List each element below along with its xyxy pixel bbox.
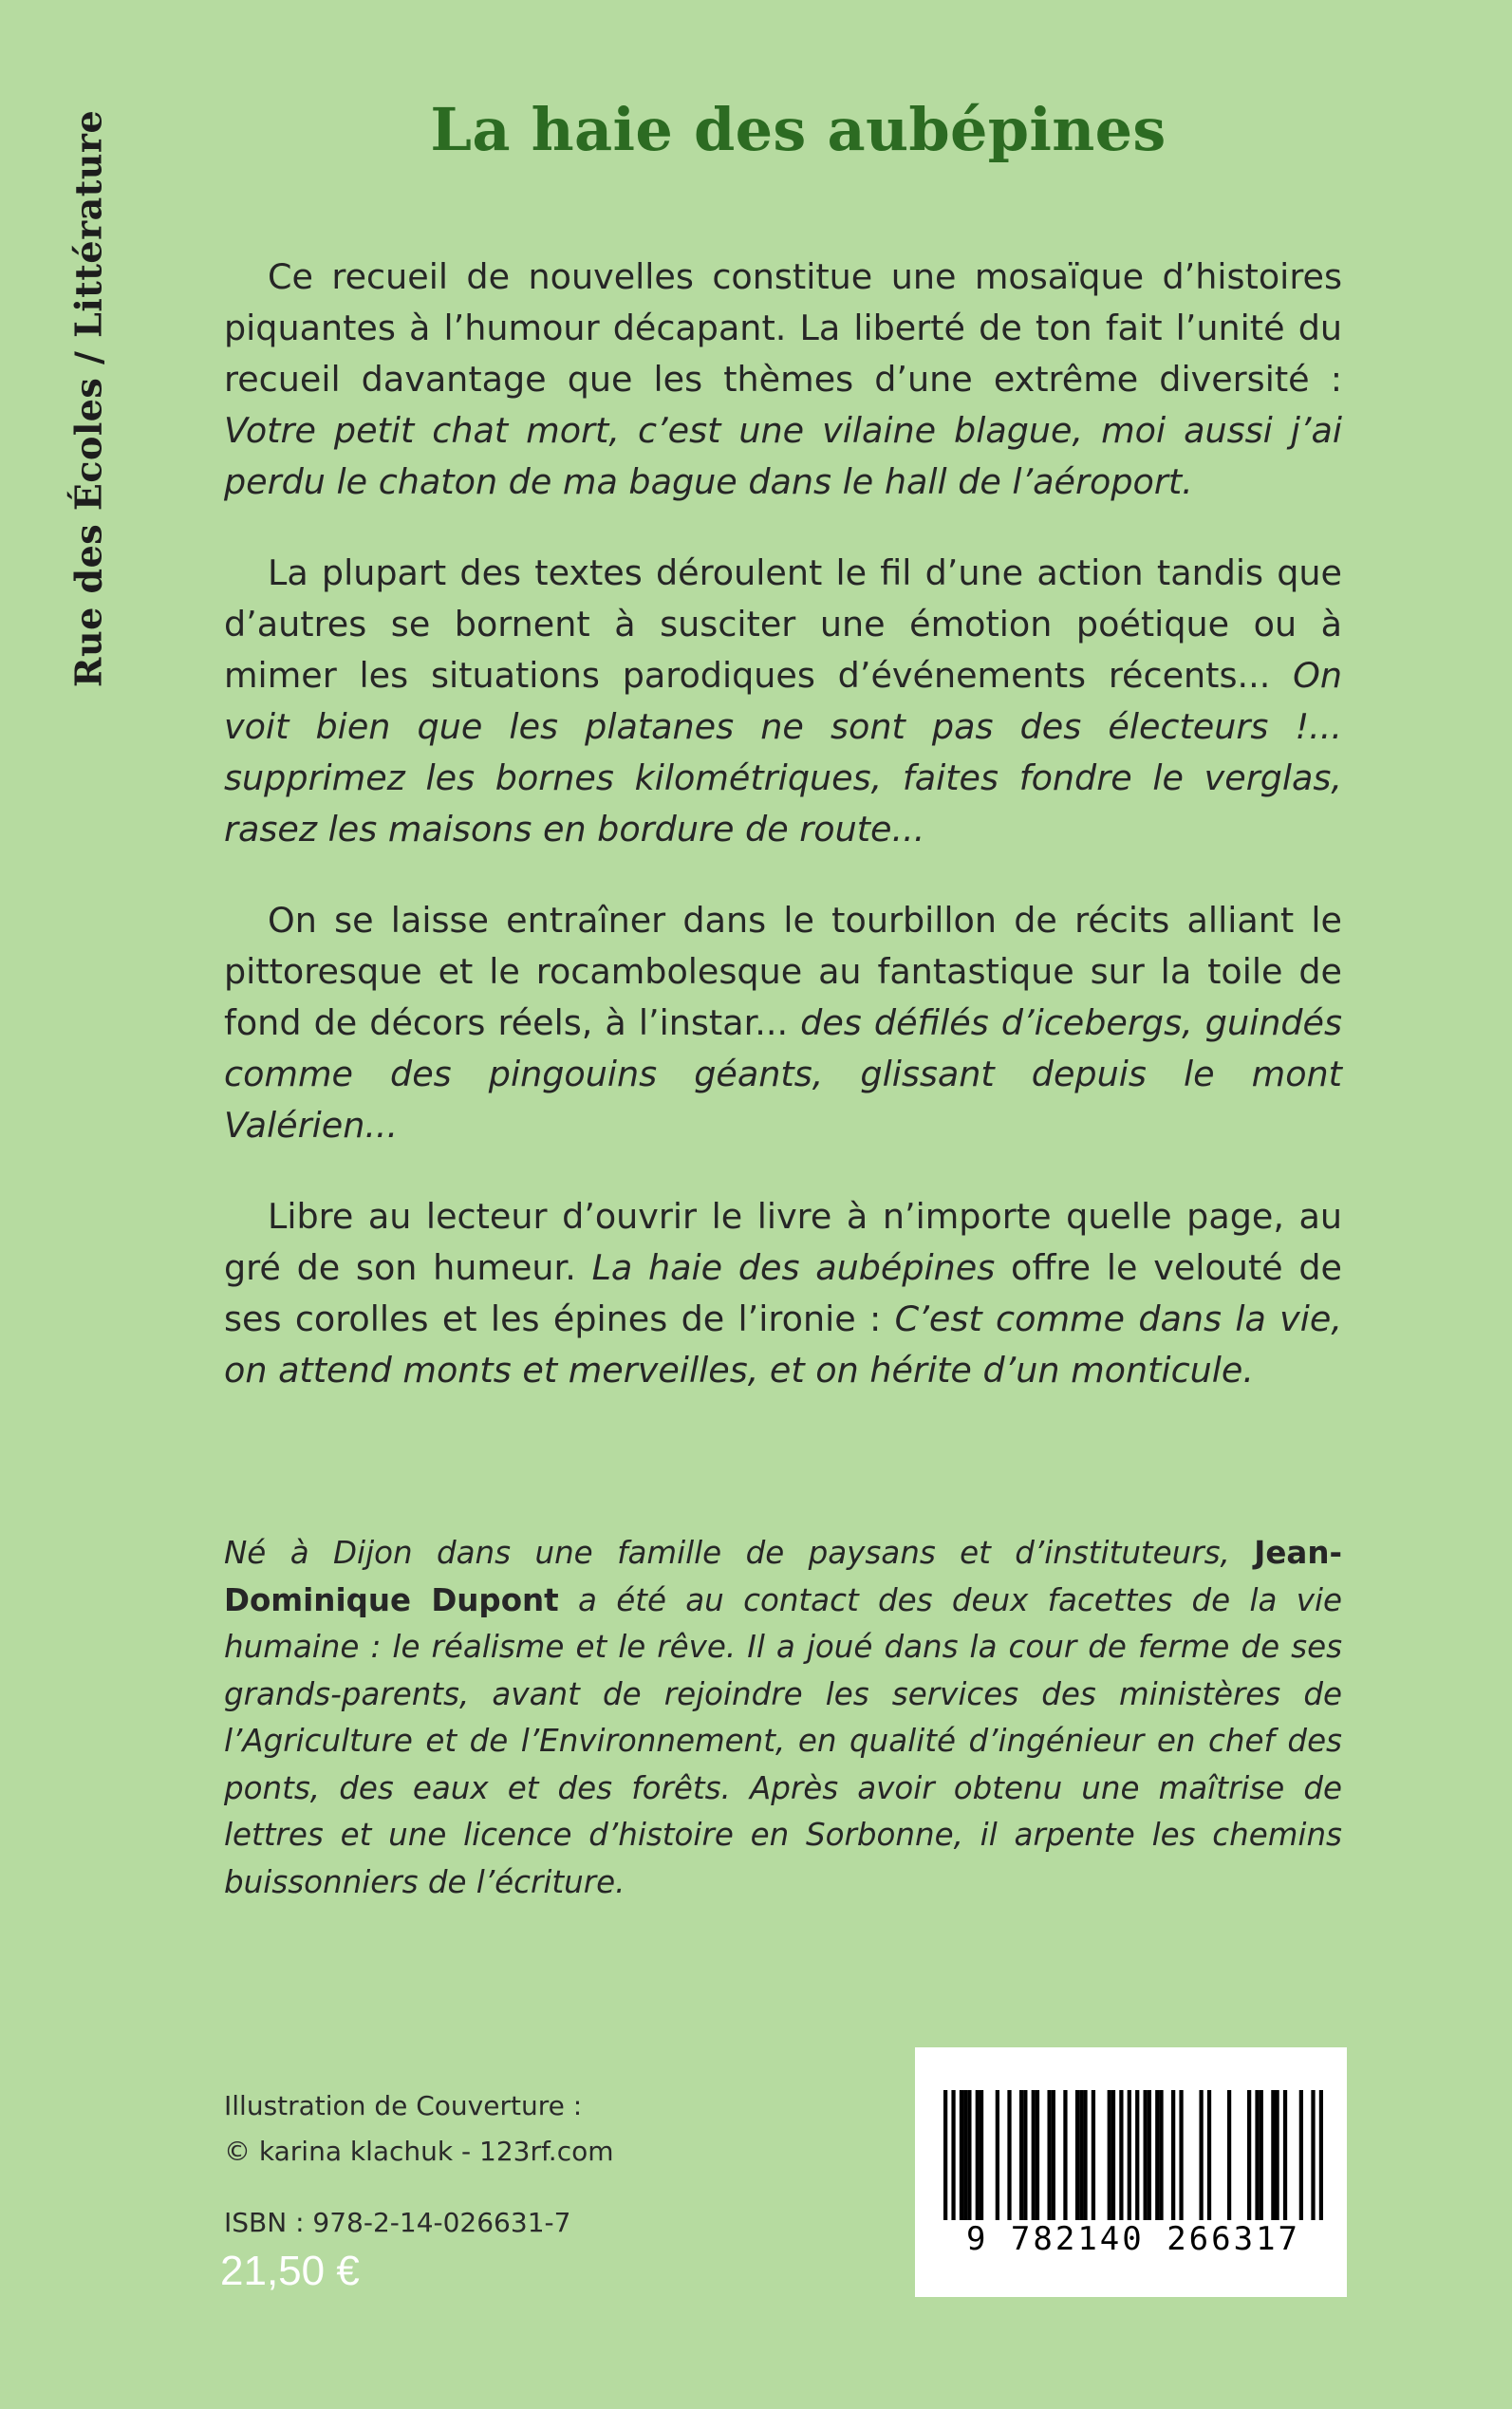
author-bio: Né à Dijon dans une famille de paysans et d’instituteurs, Jean-Dominique Dupont a été au contact des deux facettes de la vie humaine : le réalisme et le rêve. Il a joué dans la cour de ferme de ses grands-parents, avant de rejoindre les services des ministères de l’Agriculture et de l’Environnement, en qualité d’ingénieur en chef des ponts, des eaux et des forêts. Après avoir obtenu une maîtrise de lettres et une licence d’histoire en Sorbonne, il arpente les chemins buissonniers de l’écriture.	[224, 1535, 1342, 1900]
summary	[224, 252, 1342, 1436]
barcode-bars	[943, 2090, 1323, 2237]
barcode-bar	[1032, 2090, 1036, 2237]
summary-paragraph-2: La plupart des textes déroulent le fil d’une action tandis que d’autres se bornent à susciter une émotion poétique ou à mimer les situations parodiques d’événements récents... On voit bien que les platanes ne sont pas des électeurs !... supprimez les bornes kilométriques, faites fondre le verglas, rasez les maisons en bordure de route...	[224, 552, 1342, 850]
price: 21,50 €	[220, 2248, 360, 2294]
illustration-credits	[224, 2083, 614, 2175]
barcode-bar	[1319, 2090, 1323, 2237]
barcode-bar	[963, 2090, 967, 2237]
barcode-bar	[1019, 2090, 1023, 2237]
credit-line-1: Illustration de Couverture :	[224, 2090, 583, 2121]
barcode-bar	[1311, 2090, 1315, 2237]
barcode-bar	[1255, 2090, 1259, 2237]
barcode-bar	[1111, 2090, 1115, 2237]
barcode-bar	[967, 2090, 971, 2237]
barcode-bar	[1247, 2090, 1251, 2237]
barcode-digits: 9 782140 266317	[934, 2220, 1333, 2258]
barcode-bar	[1007, 2090, 1011, 2237]
barcode-bar	[1148, 2090, 1151, 2237]
barcode-bar	[1155, 2090, 1159, 2237]
barcode-bar	[1271, 2090, 1275, 2237]
barcode-bar	[1159, 2090, 1163, 2237]
barcode-bar	[1260, 2090, 1263, 2237]
collection-name: Rue des Écoles / Littérature	[66, 109, 110, 688]
barcode-bar	[1063, 2090, 1067, 2237]
barcode-bar	[976, 2090, 980, 2237]
barcode-bar	[1171, 2090, 1175, 2237]
barcode-bar	[1283, 2090, 1287, 2237]
barcode-bar	[1052, 2090, 1055, 2237]
barcode-bar	[1135, 2090, 1139, 2237]
quote: Votre petit chat mort, c’est une vilaine blague, moi aussi j’ai perdu le chaton de ma bague dans le hall de l’aéroport.	[224, 410, 1342, 502]
barcode-bar	[1128, 2090, 1131, 2237]
book-title: La haie des aubépines	[430, 95, 1167, 164]
summary-paragraph-4: Libre au lecteur d’ouvrir le livre à n’importe quelle page, au gré de son humeur. La haie des aubépines offre le velouté de ses corolles et les épines de l’ironie : C’est comme dans la vie, on attend monts et merveilles, et on hérite d’un monticule.	[224, 1196, 1343, 1391]
barcode-bar	[1047, 2090, 1051, 2237]
title-mention: La haie des aubépines	[591, 1247, 996, 1288]
barcode-bar	[1079, 2090, 1083, 2237]
isbn: ISBN : 978-2-14-026631-7	[224, 2207, 571, 2238]
spine-label	[46, 109, 131, 688]
credit-line-2: © karina klachuk - 123rf.com	[224, 2136, 614, 2167]
quote: C’est comme dans la vie, on attend monts et merveilles, et on hérite d’un monticule.	[224, 1298, 1342, 1391]
barcode-bar	[1108, 2090, 1111, 2237]
barcode-bar	[960, 2090, 963, 2237]
barcode-bar	[1227, 2090, 1231, 2237]
barcode-bar	[1199, 2090, 1203, 2237]
summary-paragraph-1: Ce recueil de nouvelles constitue une mosaïque d’histoires piquantes à l’humour décapant. La liberté de ton fait l’unité du recueil davantage que les thèmes d’une extrême diversité : Votre petit chat mort, c’est une vilaine blague, moi aussi j’ai perdu le chaton de ma bague dans le hall de l’aéroport.	[224, 256, 1342, 502]
quote: On voit bien que les platanes ne sont pas des électeurs !... supprimez les bornes kilométriques, faites fondre le verglas, rasez les maisons en bordure de route...	[224, 655, 1342, 850]
barcode-bar	[1075, 2090, 1079, 2237]
quote: des défilés d’icebergs, guindés comme des pingouins géants, glissant depuis le mont Valérien...	[224, 1002, 1342, 1146]
barcode-bar	[951, 2090, 955, 2237]
barcode-bar	[1179, 2090, 1183, 2237]
barcode-bar	[1119, 2090, 1123, 2237]
barcode-bar	[1036, 2090, 1039, 2237]
barcode-bar	[1207, 2090, 1211, 2237]
barcode-bar	[980, 2090, 983, 2237]
barcode-bar	[1299, 2090, 1303, 2237]
barcode-bar	[1275, 2090, 1279, 2237]
summary-paragraph-3: On se laisse entraîner dans le tourbillon de récits alliant le pittoresque et le rocambolesque au fantastique sur la toile de fond de décors réels, à l’instar... des défilés d’icebergs, guindés comme des pingouins géants, glissant depuis le mont Valérien...	[224, 900, 1342, 1146]
barcode-bar	[943, 2090, 947, 2237]
barcode	[915, 2047, 1347, 2297]
barcode-bar	[1023, 2090, 1027, 2237]
barcode-bar	[1092, 2090, 1095, 2237]
barcode-bar	[1144, 2090, 1148, 2237]
author-name: Jean-Dominique Dupont	[224, 1535, 1342, 1618]
barcode-bar	[996, 2090, 999, 2237]
barcode-bar	[1083, 2090, 1087, 2237]
